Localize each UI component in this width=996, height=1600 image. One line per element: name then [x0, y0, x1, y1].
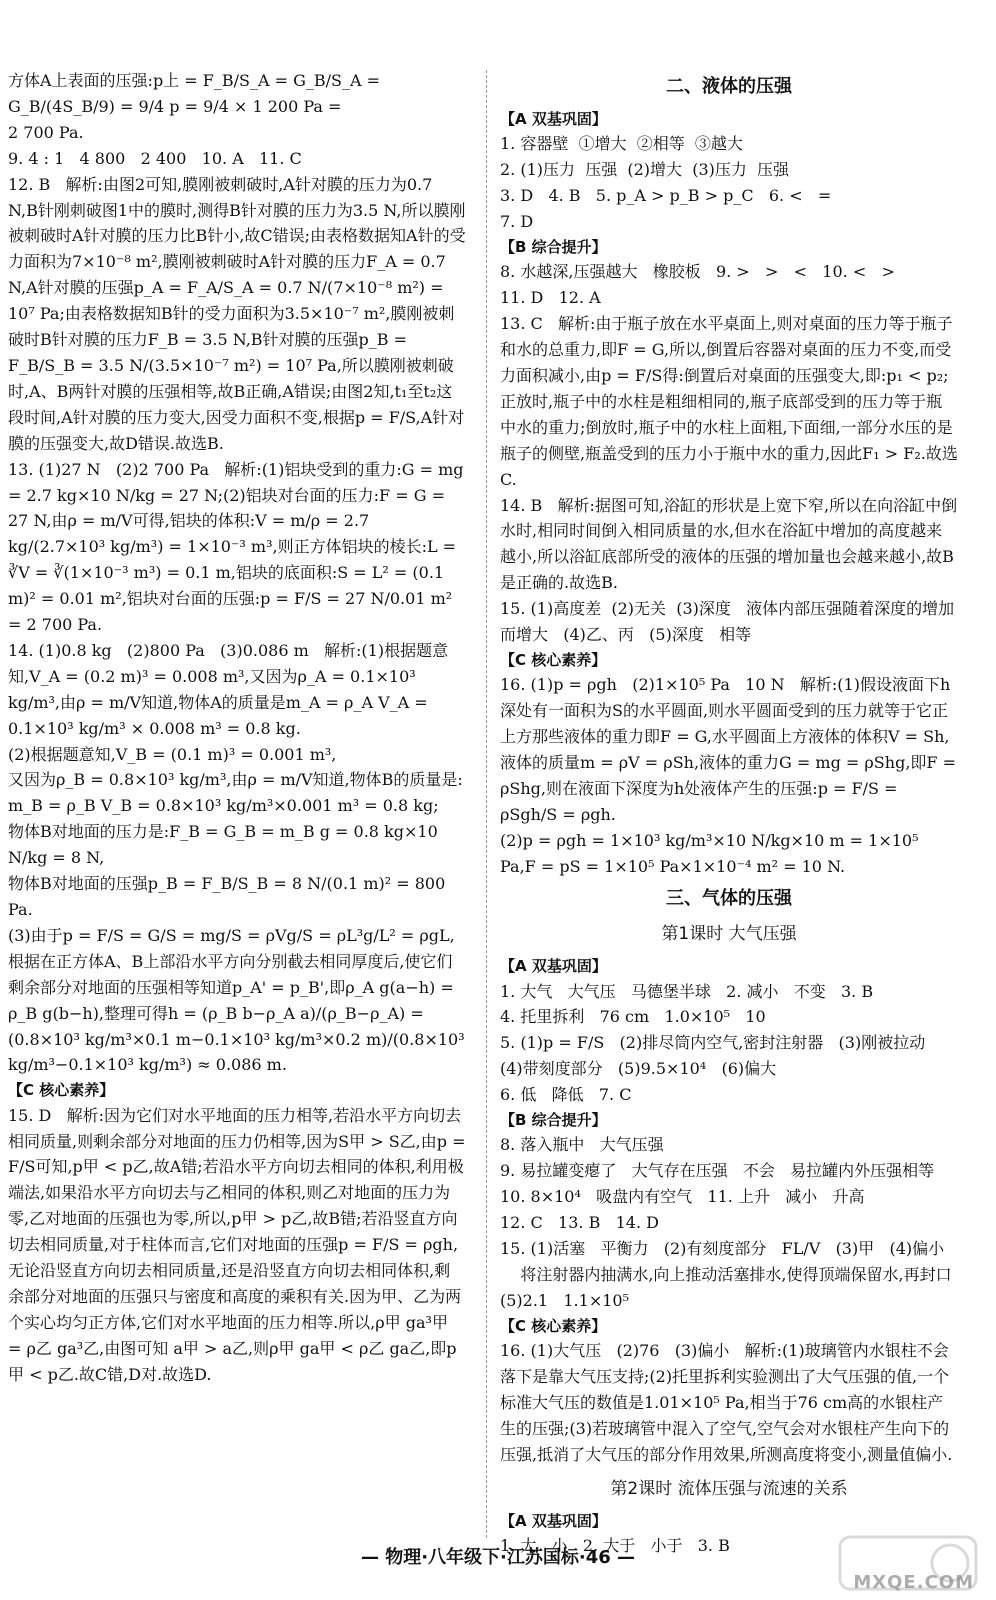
answer-line: 14. (1)0.8 kg (2)800 Pa (3)0.086 m 解析:(1)根据题意知,V_A = (0.2 m)³ = 0.008 m³,又因为ρ_A = 0.1×10³ kg/m³,由ρ = m/V知道,物体A的质量是m_A = ρ_A V_A = 0.1×10³ kg/m³ × 0.008 m³ = 0.8 kg. [8, 640, 449, 738]
section-tag: 【A 双基巩固】 [500, 1512, 607, 1531]
section-tag: 【C 核心素养】 [500, 650, 607, 669]
answer-line: 9. 4 : 1 4 800 2 400 10. A 11. C [8, 148, 302, 168]
answer-line: 15. D 解析:因为它们对水平地面的压力相等,若沿水平方向切去相同质量,则剩余部分对地面的压力仍相等,因为S甲 > S乙,由p = F/S可知,p甲 < p乙,故A错;若沿水平方向切去相同的体积,利用极端法,如果沿水平方向切去与乙相同的体积,则乙对地面的压力为零,乙对地面的压强也为零,所以,p甲 > p乙,故B错;若沿竖直方向切去相同质量,对于柱体而言,它们对地面的压强p = F/S = ρgh,无论沿竖直方向切去相同质量,还是沿竖直方向切去相同体积,剩余部分对地面的压强只与密度和高度的乘积有关.因为甲、乙为两个实心均匀正方体,它们对水平地面的压力相等.所以,ρ甲 ga³甲 = ρ乙 ga³乙,由图可知 a甲 > a乙,则ρ甲 ga甲 < ρ乙 ga乙,即p甲 < p乙.故C错,D对.故选D. [8, 1105, 471, 1384]
answer-line: 1. 容器壁 ①增大 ②相等 ③越大 [500, 134, 743, 154]
lesson-title-fluid-pressure: 第2课时 流体压强与流速的关系 [610, 1478, 848, 1499]
answer-line: 8. 落入瓶中 大气压强 [500, 1135, 664, 1155]
answer-line: 物体B对地面的压强p_B = F_B/S_B = 8 N/(0.1 m)² = 800 Pa. [8, 874, 451, 919]
section-tag: 【A 双基巩固】 [500, 110, 607, 129]
answer-line: 8. 水越深,压强越大 橡胶板 9. > > < 10. < > [500, 262, 895, 282]
answer-line: 2 700 Pa. [8, 122, 84, 142]
column-divider [486, 70, 487, 1538]
answer-line: 11. D 12. A [500, 288, 601, 308]
answer-line: 16. (1)p = ρgh (2)1×10⁵ Pa 10 N 解析:(1)假设液面下h深处有一面积为S的水平圆面,则水平圆面受到的压力就等于它正上方那些液体的重力即F = G,水平圆面上方液体的体积V = Sh,液体的质量m = ρV = ρSh,液体的重力G = mg = ρShg,即F = ρShg,则在液面下深度为h处液体产生的压强:p = F/S = ρSgh/S = ρgh. [500, 675, 962, 824]
answer-line: 12. B 解析:由图2可知,膜刚被刺破时,A针对膜的压力为0.7 N,B针刚刺破图1中的膜时,测得B针对膜的压力为3.5 N,所以膜刚被刺破时A针对膜的压力比B针小,故C错误;由表格数据知A针的受力面积为7×10⁻⁸ m²,膜刚被刺破时A针对膜的压力F_A = 0.7 N,A针对膜的压强p_A = F_A/S_A = 0.7 N/(7×10⁻⁸ m²) = 10⁷ Pa;由表格数据知B针的受力面积为3.5×10⁻⁷ m²,膜刚被刺破时B针对膜的压力F_B = 3.5 N,B针对膜的压强p_B = F_B/S_B = 3.5 N/(3.5×10⁻⁷ m²) = 10⁷ Pa,所以膜刚被刺破时,A、B两针对膜的压强相等,故B正确,A错误;由图2知,t₁至t₂这段时间,A针对膜的压力变大,因受力面积不变,根据p = F/S,A针对膜的压强变大,故D错误.故选B. [8, 174, 466, 453]
answer-line: 12. C 13. B 14. D [500, 1213, 659, 1233]
answer-line: 15. (1)高度差 (2)无关 (3)深度 液体内部压强随着深度的增加而增大 (4)乙、丙 (5)深度 相等 [500, 599, 955, 645]
section-tag: 【A 双基巩固】 [500, 957, 607, 976]
section-tag: 【B 综合提升】 [500, 1111, 607, 1130]
answer-line: 7. D [500, 212, 534, 232]
answer-line: (2)根据题意知,V_B = (0.1 m)³ = 0.001 m³, [8, 744, 337, 764]
answer-line: 又因为ρ_B = 0.8×10³ kg/m³,由ρ = m/V知道,物体B的质量是: [8, 770, 463, 790]
answer-line: 物体B对地面的压力是:F_B = G_B = m_B g = 0.8 kg×10 N/kg = 8 N, [8, 822, 443, 868]
answer-line: 16. (1)大气压 (2)76 (3)偏小 解析:(1)玻璃管内水银柱不会落下是靠大气压支持;(2)托里拆利实验测出了大气压强的值,一个标准大气压的数值是1.01×10⁵ Pa,相当于76 cm高的水银柱产生的压强;(3)若玻璃管中混入了空气,空气会对水银柱产生向下的压强,抵消了大气压的部分作用效果,所测高度将变小,测量值偏小. [500, 1340, 953, 1464]
section-title-liquid-pressure: 二、液体的压强 [666, 76, 792, 97]
section-tag: 【B 综合提升】 [500, 238, 607, 257]
page-footer: — 物理·八年级下·江苏国标·46 — [360, 1547, 636, 1568]
answer-line: 3. D 4. B 5. p_A > p_B > p_C 6. < = [500, 186, 832, 206]
answer-line: 1. 大 小 2. 大于 小于 3. B [500, 1536, 730, 1556]
left-column [4, 68, 471, 1538]
watermark-text: MXQE.COM [853, 1572, 974, 1593]
section-tag: 【C 核心素养】 [8, 1081, 115, 1100]
right-column [500, 68, 967, 1556]
answer-line: 13. (1)27 N (2)2 700 Pa 解析:(1)铝块受到的重力:G = mg = 2.7 kg×10 N/kg = 27 N;(2)铝块对台面的压力:F = G = 27 N,由ρ = m/V可得,铝块的体积:V = m/ρ = 2.7 kg/(2.7×10³ kg/m³) = 1×10⁻³ m³,则正方体铝块的棱长:L = ∛V = ∛(1×10⁻³ m³) = 0.1 m,铝块的底面积:S = L² = (0.1 m)² = 0.01 m²,铝块对台面的压强:p = F/S = 27 N/0.01 m² = 2 700 Pa. [8, 459, 469, 635]
answer-line: 9. 易拉罐变瘪了 大气存在压强 不会 易拉罐内外压强相等 [500, 1161, 935, 1181]
answer-line: 将注射器内抽满水,向上推动活塞排水,使得顶端保留水,再封口 (5)2.1 1.1×10⁵ [500, 1264, 967, 1310]
answer-line: 4. 托里拆利 76 cm 1.0×10⁵ 10 [500, 1007, 766, 1027]
answer-line: (2)p = ρgh = 1×10³ kg/m³×10 N/kg×10 m = 1×10⁵ Pa,F = pS = 1×10⁵ Pa×1×10⁻⁴ m² = 10 N. [500, 830, 924, 876]
answer-line: 13. C 解析:由于瓶子放在水平桌面上,则对桌面的压力等于瓶子和水的总重力,即F = G,所以,倒置后容器对桌面的压力不变,而受力面积减小,由p = F/S得:倒置后对桌面的压强变大,即:p₁ < p₂;正放时,瓶子中的水柱是粗细相同的,瓶子底部受到的压力等于瓶中水的重力;倒放时,瓶子中的水柱上面粗,下面细,一部分水压的是瓶子的侧壁,瓶盖受到的压力小于瓶中水的重力,因此F₁ > F₂.故选C. [500, 314, 958, 489]
answer-line: 1. 大气 大气压 马德堡半球 2. 减小 不变 3. B [500, 981, 874, 1001]
answer-line: 6. 低 降低 7. C [500, 1085, 632, 1105]
answer-line: m_B = ρ_B V_B = 0.8×10³ kg/m³×0.001 m³ = 0.8 kg; [8, 796, 439, 816]
answer-line: 方体A上表面的压强:p上 = F_B/S_A = G_B/S_A = G_B/(4S_B/9) = 9/4 p = 9/4 × 1 200 Pa = [8, 71, 386, 116]
lesson-title-atmospheric-pressure: 第1课时 大气压强 [661, 923, 797, 944]
answer-line: 14. B 解析:据图可知,浴缸的形状是上宽下窄,所以在向浴缸中倒水时,相同时间倒入相同质量的水,但水在浴缸中增加的高度越来越小,所以浴缸底部所受的液体的压强的增加量也会越来越小,故B是正确的.故选B. [500, 495, 958, 593]
section-tag: 【C 核心素养】 [500, 1316, 607, 1335]
answer-line: (3)由于p = F/S = G/S = mg/S = ρVg/S = ρL³g/L² = ρgL,根据在正方体A、B上部沿水平方向分别截去相同厚度后,使它们剩余部分对地面的压强相等知道p_A' = p_B',即ρ_A g(a−h) = ρ_B g(b−h),整理可得h = (ρ_B b−ρ_A a)/(ρ_B−ρ_A) = (0.8×10³ kg/m³×0.1 m−0.1×10³ kg/m³×0.2 m)/(0.8×10³ kg/m³−0.1×10³ kg/m³) ≈ 0.086 m. [8, 925, 470, 1075]
answer-line: 10. 8×10⁴ 吸盘内有空气 11. 上升 减小 升高 [500, 1187, 865, 1207]
answer-line: 15. (1)活塞 平衡力 (2)有刻度部分 FL/V (3)甲 (4)偏小 [500, 1238, 945, 1258]
answer-line: 2. (1)压力 压强 (2)增大 (3)压力 压强 [500, 160, 790, 180]
answer-line: 5. (1)p = F/S (2)排尽筒内空气,密封注射器 (3)刚被拉动 (4)带刻度部分 (5)9.5×10⁴ (6)偏大 [500, 1033, 941, 1079]
section-title-gas-pressure: 三、气体的压强 [666, 887, 792, 909]
